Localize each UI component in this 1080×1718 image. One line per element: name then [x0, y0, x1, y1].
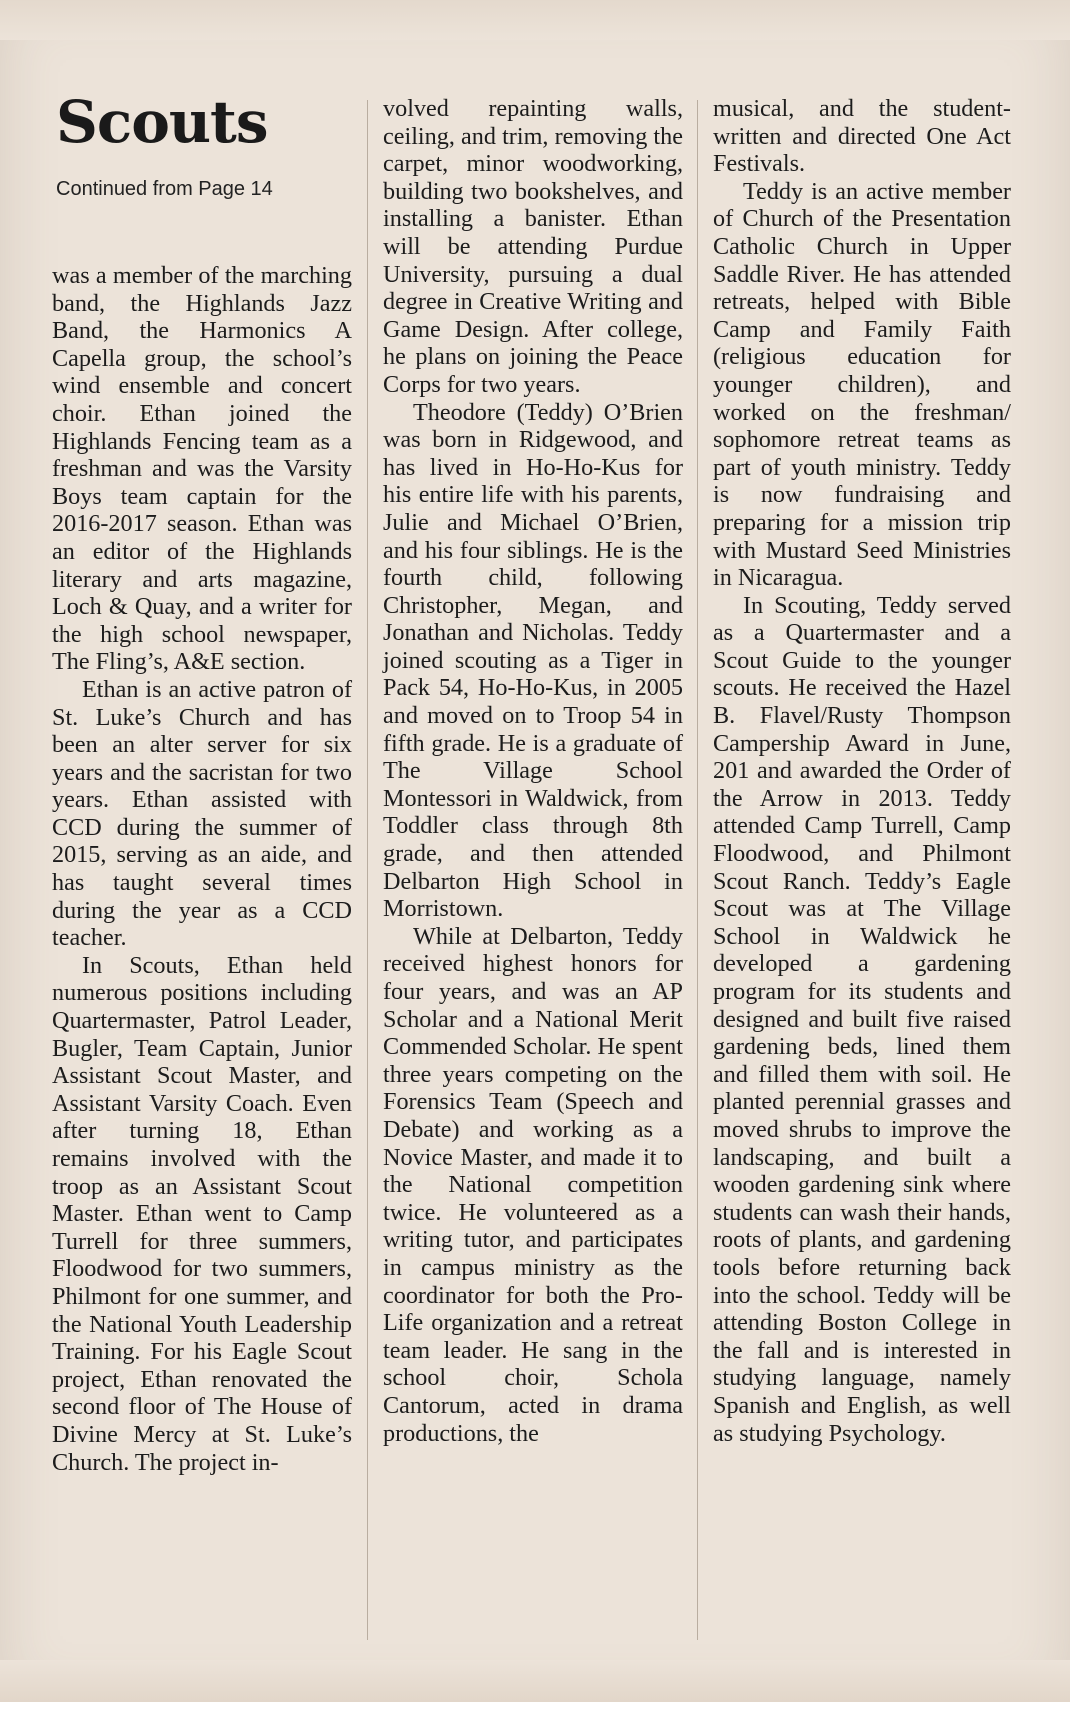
paragraph: In Scouting, Teddy served as a Quartermaster and a Scout Guide to the younger scouts. He received the Hazel B. Flavel/Rusty Thompson Campership Award in June, 201 and awarded the Order of the Arrow in 2013. Teddy attended Camp Turrell, Camp Floodwood, and Philmont Scout Ranch. Teddy’s Eagle Scout was at The Village School in Waldwick he developed a gardening program for its students and designed and built five raised gardening beds, lined them and filled them with soil. He planted perennial grasses and moved shrubs to improve the landscaping, and built a wooden gardening sink where students can wash their hands, roots of plants, and gardening tools before returning back into the school. Teddy will be attending Boston College in the fall and is interested in studying language, namely Spanish and English, as well as studying Psychology. — [713, 591, 1011, 1447]
column-1 — [52, 262, 352, 1476]
paragraph: While at Delbarton, Teddy received highest honors for four years, and was an AP Scholar and a National Merit Commended Scholar. He spent three years competing on the Forensics Team (Speech and Debate) and working as a Novice Master, and made it to the National competition twice. He volunteered as a writing tutor, and participates in campus ministry as the coordinator for both the Pro-Life organization and a retreat team leader. He sang in the school choir, Schola Cantorum, acted in drama productions, the — [383, 922, 683, 1447]
paragraph: In Scouts, Ethan held numerous positions including Quartermaster, Patrol Leader, Bugler, Team Captain, Junior Assistant Scout Master, and Assistant Varsity Coach. Even after turning 18, Ethan remains involved with the troop as an Assistant Scout Master. Ethan went to Camp Turrell for three summers, Floodwood for two summers, Philmont for one summer, and the National Youth Leadership Training. For his Eagle Scout project, Ethan renovated the second floor of The House of Divine Mercy at St. Luke’s Church. The project in- — [52, 951, 352, 1476]
column-2 — [383, 95, 683, 1447]
paragraph: Teddy is an active member of Church of the Presentation Catholic Church in Upper Saddle River. He has attended retreats, helped with Bible Camp and Family Faith (religious education for younger children), and worked on the freshman/ sophomore retreat teams as part of youth ministry. Teddy is now fundraising and preparing for a mission trip with Mustard Seed Ministries in Nicaragua. — [713, 177, 1011, 592]
column-3 — [713, 95, 1011, 1447]
paragraph: Ethan is an active patron of St. Luke’s Church and has been an alter server for six years and the sacristan for two years. Ethan assisted with CCD during the summer of 2015, serving as an aide, and has taught several times during the year as a CCD teacher. — [52, 675, 352, 952]
headline: Scouts — [56, 88, 268, 156]
paragraph: Theodore (Teddy) O’Brien was born in Ridgewood, and has lived in Ho-Ho-Kus for his entire life with his parents, Julie and Michael O’Brien, and his four siblings. He is the fourth child, following Christopher, Megan, and Jonathan and Nicholas. Teddy joined scouting as a Tiger in Pack 54, Ho-Ho-Kus, in 2005 and moved on to Troop 54 in fifth grade. He is a graduate of The Village School Montessori in Waldwick, from Toddler class through 8th grade, and then attended Delbarton High School in Morristown. — [383, 398, 683, 923]
paragraph: volved repainting walls, ceiling, and trim, removing the carpet, minor woodworking, building two bookshelves, and installing a banister. Ethan will be attending Purdue University, pursuing a dual degree in Creative Writing and Game Design. After college, he plans on joining the Peace Corps for two years. — [383, 95, 683, 398]
jump-line: Continued from Page 14 — [56, 178, 273, 200]
paragraph: was a member of the marching band, the Highlands Jazz Band, the Harmonics A Capella group, the school’s wind ensemble and concert choir. Ethan joined the Highlands Fencing team as a freshman and was the Varsity Boys team captain for the 2016-2017 season. Ethan was an editor of the Highlands literary and arts magazine, Loch & Quay, and a writer for the high school newspaper, The Fling’s, A&E section. — [52, 262, 352, 676]
paragraph: musical, and the student-written and directed One Act Festivals. — [713, 95, 1011, 178]
